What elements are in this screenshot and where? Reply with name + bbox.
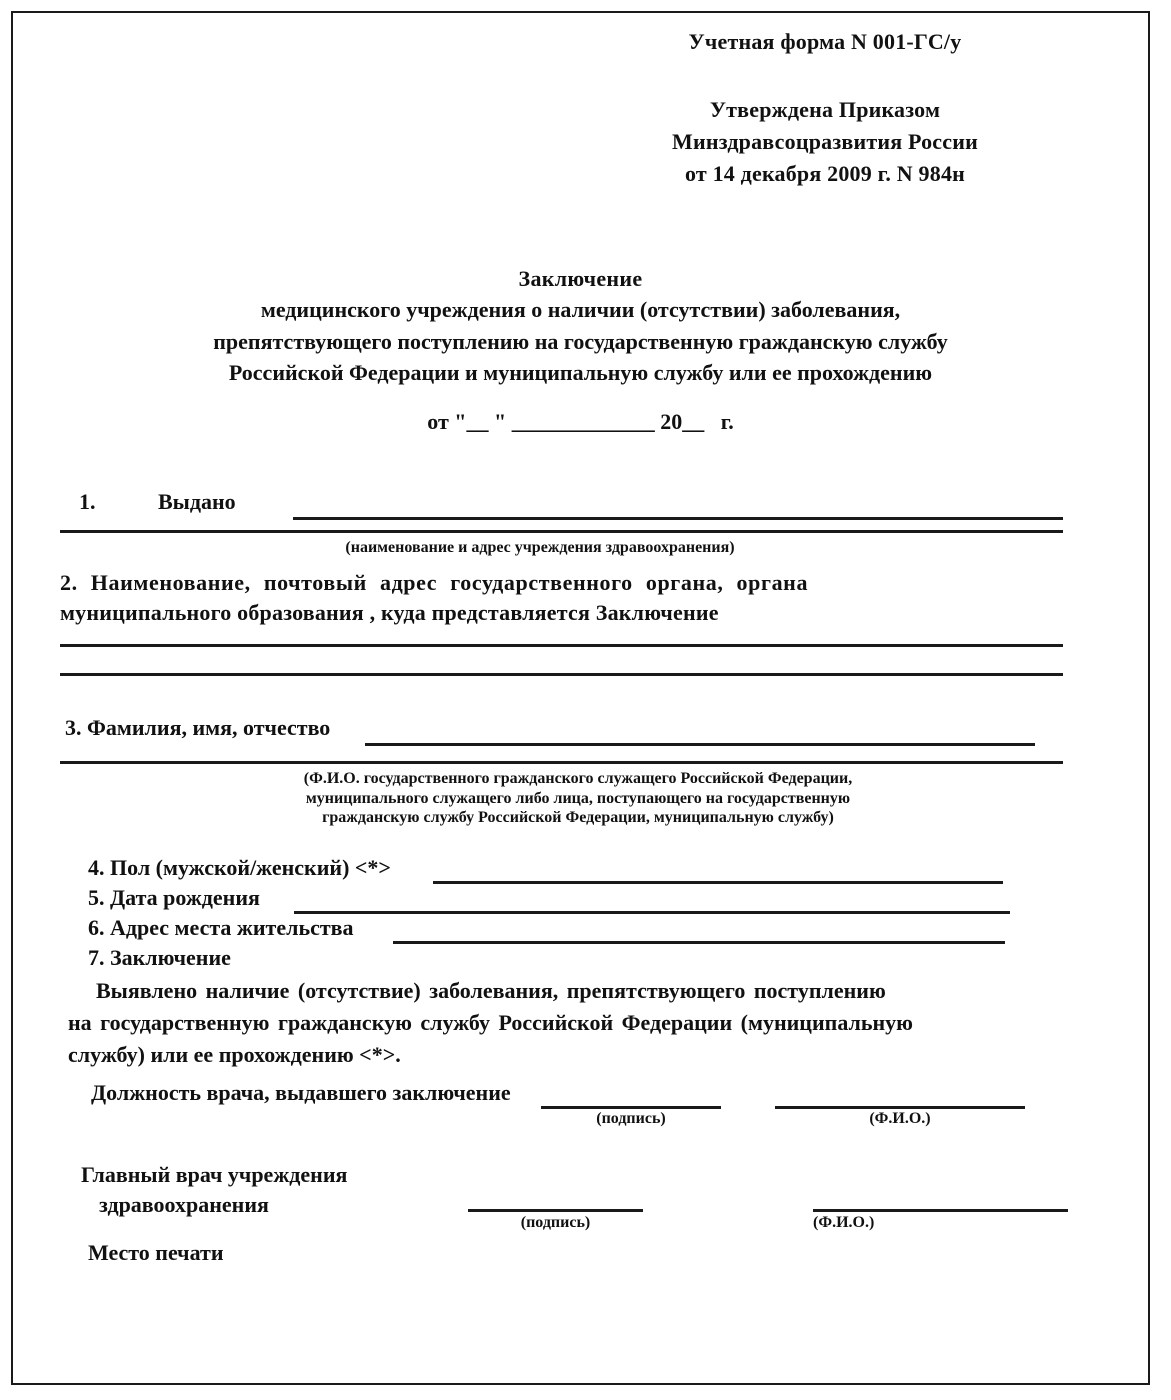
item1-number: 1.: [79, 489, 96, 514]
item3-fill-rule-2[interactable]: [60, 761, 1063, 764]
item3-caption: [183, 769, 973, 828]
item1-caption: (наименование и адрес учреждения здравоохранения): [345, 539, 735, 556]
chief-name-rule[interactable]: [813, 1209, 1068, 1212]
stamp-place-label: Место печати: [88, 1240, 224, 1265]
item3-label: 3. Фамилия, имя, отчество: [65, 715, 331, 740]
item2-line-1: 2. Наименование, почтовый адрес государственного органа, органа: [60, 570, 809, 595]
item7-conclusion-text: [68, 975, 1078, 1071]
item2-fill-rule-1[interactable]: [60, 644, 1063, 647]
conclusion-line-2: на государственную гражданскую службу Российской Федерации (муниципальную: [68, 1009, 913, 1035]
title-line-4: Российской Федерации и муниципальную службу или ее прохождению: [228, 360, 933, 386]
item7-label: 7. Заключение: [88, 945, 231, 970]
doctor-signature-caption: (подпись): [596, 1110, 666, 1127]
form-number: Учетная форма N 001-ГС/у: [688, 29, 962, 54]
item5-label: 5. Дата рождения: [88, 885, 260, 910]
item3-caption-line-1: (Ф.И.О. государственного гражданского служащего Российской Федерации,: [303, 770, 853, 787]
approval-line-3: от 14 декабря 2009 г. N 984н: [684, 161, 966, 186]
item3-caption-line-2: муниципального служащего либо лица, поступающего на государственную: [305, 789, 851, 807]
chief-signature-caption: (подпись): [520, 1214, 591, 1231]
conclusion-line-3: службу) или ее прохождению <*>.: [68, 1041, 401, 1067]
title-line-2: медицинского учреждения о наличии (отсутствии) заболевания,: [260, 297, 901, 323]
item2-block: [60, 568, 1060, 628]
document-title: [13, 263, 1148, 389]
form-header: [672, 31, 978, 185]
document-page: [11, 11, 1150, 1385]
item3-caption-line-3: гражданскую службу Российской Федерации, муниципальную службу): [322, 809, 834, 827]
document-body: [13, 13, 1148, 1383]
item6-fill-rule[interactable]: [393, 941, 1005, 944]
chief-name-caption: (Ф.И.О.): [813, 1214, 875, 1231]
item1-label: Выдано: [158, 489, 236, 514]
doctor-name-caption: (Ф.И.О.): [869, 1110, 931, 1127]
date-field-line[interactable]: от "__ " _____________ 20__ г.: [427, 409, 734, 434]
item2-line-2: муниципального образования , куда представляется Заключение: [60, 599, 719, 625]
conclusion-line-1: Выявлено наличие (отсутствие) заболевания, препятствующего поступлению: [96, 978, 886, 1003]
chief-doctor-label-line-1: Главный врач учреждения: [81, 1162, 348, 1187]
item5-fill-rule[interactable]: [294, 911, 1010, 914]
approval-line-2: Минздравсоцразвития России: [671, 129, 978, 154]
item4-fill-rule[interactable]: [433, 881, 1003, 884]
chief-doctor-label-line-2: здравоохранения: [99, 1192, 269, 1217]
chief-signature-rule[interactable]: [468, 1209, 643, 1212]
approval-line-1: Утверждена Приказом: [709, 97, 941, 122]
item2-fill-rule-2[interactable]: [60, 673, 1063, 676]
title-line-3: препятствующего поступлению на государственную гражданскую службу: [213, 328, 948, 354]
doctor-position-label: Должность врача, выдавшего заключение: [91, 1080, 511, 1105]
item6-label: 6. Адрес места жительства: [88, 915, 354, 940]
item4-label: 4. Пол (мужской/женский) <*>: [88, 855, 391, 880]
title-line-1: Заключение: [518, 266, 643, 291]
item1-fill-rule-1[interactable]: [293, 517, 1063, 520]
item3-fill-rule-1[interactable]: [365, 743, 1035, 746]
item1-fill-rule-2[interactable]: [60, 530, 1063, 533]
